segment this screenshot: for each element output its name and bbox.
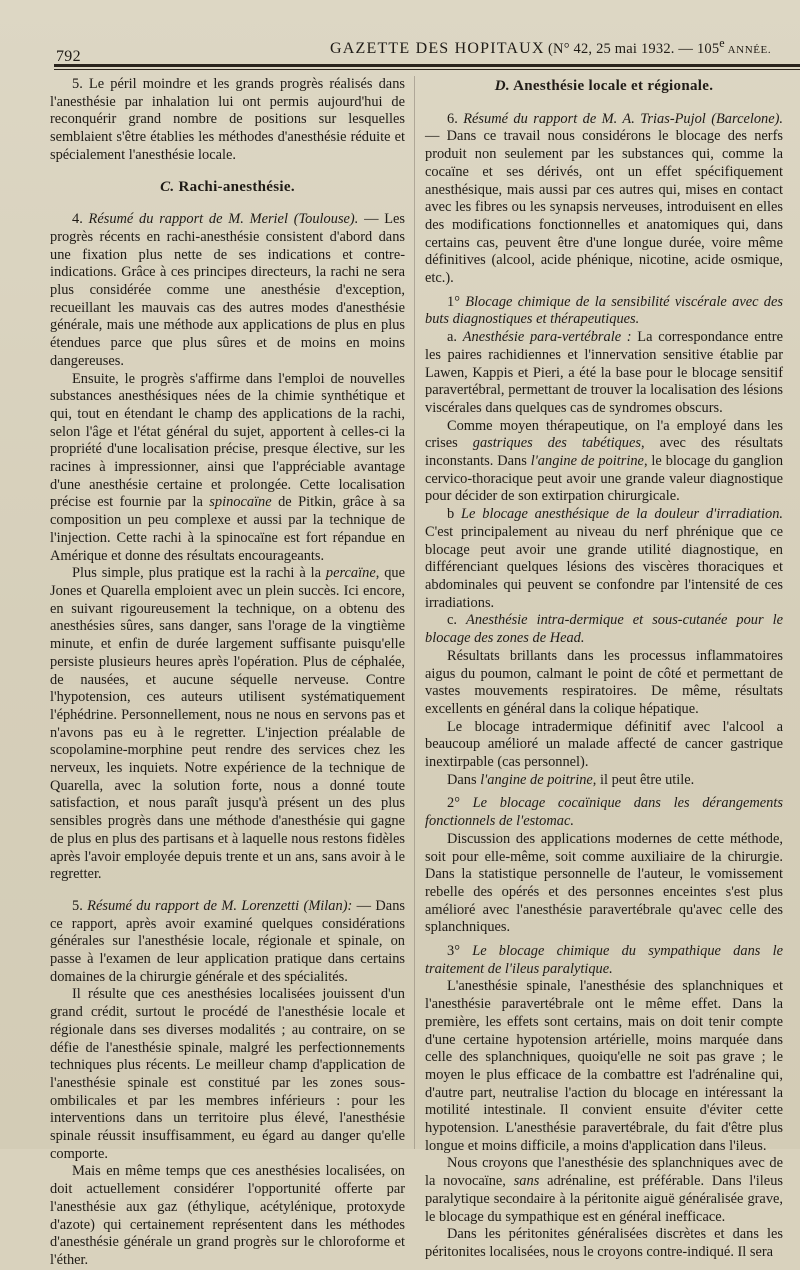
- subheading: 1° Blocage chimique de la sensibilité viscérale avec des buts diagnostiques et thérapeutiques.: [425, 293, 783, 328]
- paragraph: 6. Résumé du rapport de M. A. Trias-Pujol (Barcelone). — Dans ce travail nous considérons le blocage des nerfs produit non seulement par les substances qui, comme la cocaïne et ses dérivés, ont un effet spécifiquement anesthésique, mais aussi par ces autres qui, mises en contact avec les fibres ou les synapsis nerveuses, introduisent en elles des modifications fonctionnelles et anatomiques qui, dans certains cas, peuvent être d'une longue durée, voire même définitives (alcool, acide phénique, nicotine, acide osmique, etc.).: [425, 110, 784, 287]
- paragraph: Dans l'angine de poitrine, il peut être utile.: [447, 771, 695, 788]
- paragraph: 5. Résumé du rapport de M. Lorenzetti (Milan): — Dans ce rapport, après avoir examiné quelques considérations générales sur l'anesthésie locale, régionale et spinale, on passe à l'examen de leur application pratique dans certains domaines de la chirurgie générale et des spécialités.: [50, 897, 405, 985]
- column-divider: [414, 76, 415, 1149]
- section-heading: D. Anesthésie locale et régionale.: [494, 78, 714, 94]
- paragraph: 4. Résumé du rapport de M. Meriel (Toulouse). — Les progrès récents en rachi-anesthésie consistent d'abord dans une fixation plus nette de ses indications et contre-indications. Grâce à ces principes directeurs, la rachi ne sera plus considérée comme une anesthésie d'exception, recueillant les mauvais cas des autres modes d'anesthésie générale, mais une méthode aux applications de plus en plus étendues parce que plus sûres et de moins en moins dangereuses.: [50, 211, 405, 369]
- paragraph: 5. Le péril moindre et les grands progrès réalisés dans l'anesthésie par inhalation lui ont permis aujourd'hui de reconquérir grand nombre de positions sur lesquelles semblaient s'être établies les méthodes d'anesthésie réduite et spécialement l'anesthésie locale.: [50, 76, 405, 163]
- paragraph: Il résulte que ces anesthésies localisées jouissent d'un grand crédit, surtout le procédé de l'anesthésie locale et régionale dans ses diverses modalités ; au contraire, on se défie de l'anesthésie spinale, malgré les perfectionnements techniques plus récents. Le meilleur champ d'application de l'anesthésie spinale est constitué par les zones sous-ombilicales et par les membres inférieurs : pour les interventions dans un territoire plus élevé, l'anesthésie spinale réussit insuffisamment, eu égard au danger qu'elle comporte.: [50, 986, 405, 1162]
- right-column: [425, 76, 784, 1260]
- subheading: 3° Le blocage chimique du sympathique dans le traitement de l'ileus paralytique.: [425, 943, 783, 977]
- paragraph: Plus simple, plus pratique est la rachi à la percaïne, que Jones et Quarella emploient avec un plein succès. Ici encore, en suivant rigoureusement la technique, on a obtenu des anesthésies sûres, sans danger, sans l'orage de la vingtième minute, et enfin de durée largement suffisante puisqu'elle persiste plusieurs heures après l'opération. Plus de céphalée, de nausées, et aucune séquelle nerveuse. Contre l'hypotension, ces auteurs utilisent systématiquement l'éphédrine. Personnellement, nous ne nous en servons pas et n'avons pas eu à le regretter. L'injection préalable de scopolamine-morphine peut rendre des services chez les nerveux, les inquiets. Notre expérience de la technique de Quarella, avec la solution forte, nous a donné toute satisfaction, et nous paraît jusqu'à présent un des plus sensibles progrès dans une méthode d'anesthésie qui gagne de plus en plus des partisans et à laquelle nous restons fidèles après l'avoir employée depuis trente et un ans, sans avoir à le regretter.: [50, 565, 405, 883]
- paragraph: Le blocage intradermique définitif avec l'alcool a beaucoup amélioré un malade affecté de cancer gastrique inextirpable (cas personnel).: [425, 718, 783, 771]
- left-column: [50, 76, 405, 1268]
- section-heading: C. Rachi-anesthésie.: [160, 178, 295, 195]
- paragraph: Résultats brillants dans les processus inflammatoires aigus du poumon, calmant le point de côté et permettant de vastes mouvements respiratoires. De même, résultats excellents en général dans la colique hépatique.: [425, 647, 783, 717]
- paragraph: Dans les péritonites généralisées discrètes et dans les péritonites localisées, nous le croyons contre-indiqué. Il sera: [425, 1226, 783, 1260]
- paragraph: Ensuite, le progrès s'affirme dans l'emploi de nouvelles substances anesthésiques nées de la chimie synthétique et qui, tout en étendant le champ des applications de la rachi, selon l'âge et l'état général du sujet, apportent à celles-ci la propriété d'une localisation précise, presque élective, sur les racines à impressionner, ainsi que l'appréciable avantage d'une anesthésie certaine et prolongée. Cette localisation précise est fournie par la spinocaïne de Pitkin, grâce à sa composition un peu complexe et aussi par la technique de l'injection. Cette rachi à la spinocaïne est fort répandue en Amérique et donne des résultats encourageants.: [50, 370, 405, 564]
- header-rule-thick: [54, 64, 800, 67]
- paragraph: a. Anesthésie para-vertébrale : La correspondance entre les paires rachidiennes et l'innervation sensitive établie par Lawen, Kappis et Pieri, a été la base pour le blocage sensitif paravertébral, permettant de trouver la localisation des lésions viscérales dans quelques cas de syndromes obscurs.: [425, 329, 783, 416]
- paragraph: b Le blocage anesthésique de la douleur d'irradiation. C'est principalement au niveau du nerf phrénique que ce blocage peut avoir une grande utilité diagnostique, en différenciant quelques lésions des viscères thoraciques et abdominales qui peuvent se confondre par l'intensité de ces irradiations.: [425, 506, 783, 611]
- paragraph: Discussion des applications modernes de cette méthode, soit pour elle-même, soit comme auxiliaire de la chirurgie. Dans la statistique personnelle de l'auteur, le vomissement rebelle des opérés et des personnes enceintes s'est plus amélioré avec l'anesthésie paravertébrale qu'avec celle des splanchniques.: [425, 830, 783, 936]
- paragraph: Comme moyen thérapeutique, on l'a employé dans les crises gastriques des tabétiques, avec des résultats inconstants. Dans l'angine de poitrine, le blocage du ganglion cervico-thoracique peut avoir une grande valeur diagnostique pour décider de son extirpation chirurgicale.: [425, 417, 784, 505]
- subheading: c. Anesthésie intra-dermique et sous-cutanée pour le blocage des zones de Head.: [425, 612, 783, 647]
- paragraph: Nous croyons que l'anesthésie des splanchniques avec de la novocaïne, sans adrénaline, est préférable. Dans l'ileus paralytique secondaire à la péritonite aiguë généralisée grave, le blocage du sympathique est en général inefficace.: [425, 1155, 783, 1225]
- paragraph: Mais en même temps que ces anesthésies localisées, on doit actuellement considérer l'opportunité offerte par l'anesthésie aux gaz (éthylique, acétylénique, protoxyde d'azote) qui certainement représentent dans les méthodes d'anesthésie générale un grand progrès sur le chloroforme et l'éther.: [50, 1163, 405, 1268]
- journal-title: GAZETTE DES HOPITAUX: [330, 40, 545, 57]
- page-number: 792: [56, 48, 81, 65]
- issue-info: (N° 42, 25 mai 1932. — 105e ANNÉE.: [548, 36, 772, 57]
- header-rule-thin: [54, 69, 800, 70]
- subheading: 2° Le blocage cocaïnique dans les dérangements fonctionnels de l'estomac.: [425, 795, 783, 830]
- paragraph: L'anesthésie spinale, l'anesthésie des splanchniques et l'anesthésie paravertébrale ont le même effet. Dans la première, les effets sont certains, mais on doit tenir compte d'une certaine hypotension artérielle, moins marquée dans celle des splanchniques, quoiqu'elle ne soit pas grave ; le moyen le plus efficace de la combattre est l'adrénaline qui, d'autre part, neutralise l'action du blocage en intéressant la motilité intestinale. Il convient ensuite d'éviter cette hypotension. L'anesthésie paravertébrale, du fait d'être plus longue et moins difficile, a moins d'application dans l'ileus.: [425, 978, 783, 1154]
